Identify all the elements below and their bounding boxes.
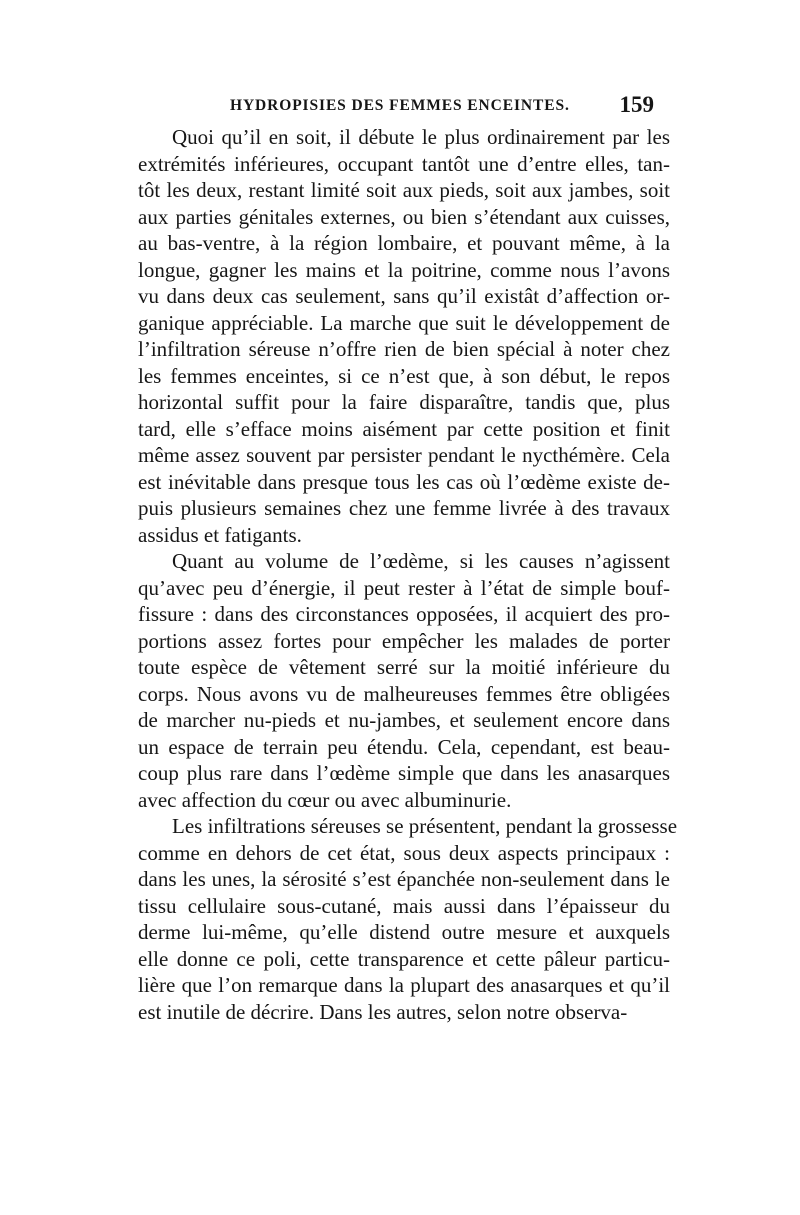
text-line: Les infiltrations séreuses se présentent, pendant la grossesse	[172, 814, 678, 838]
paragraph	[138, 813, 678, 1025]
text-line: horizontal suffit pour la faire disparaître, tandis que, plus	[138, 390, 670, 414]
text-line: longue, gagner les mains et la poitrine, comme nous l’avons	[138, 257, 670, 282]
text-line: Quant au volume de l’œdème, si les causes n’agissent	[172, 549, 670, 573]
text-line: corps. Nous avons vu de malheureuses femmes être obligées	[138, 681, 670, 706]
text-line: toute espèce de vêtement serré sur la moitié inférieure du	[138, 655, 670, 679]
text-line: tard, elle s’efface moins aisément par cette position et finit	[138, 416, 670, 441]
text-line: ganique appréciable. La marche que suit le développement de	[138, 310, 670, 335]
text-line: puis plusieurs semaines chez une femme livrée à des travaux	[138, 496, 670, 520]
paragraph	[138, 124, 670, 548]
text-line: un espace de terrain peu étendu. Cela, cependant, est beau-	[138, 734, 670, 759]
running-title: HYDROPISIES DES FEMMES ENCEINTES.	[230, 97, 570, 114]
text-line: vu dans deux cas seulement, sans qu’il existât d’affection or-	[138, 284, 670, 308]
text-line: est inutile de décrire. Dans les autres, selon notre observa-	[138, 999, 628, 1024]
text-line: est inévitable dans presque tous les cas où l’œdème existe de-	[138, 469, 670, 494]
text-line: les femmes enceintes, si ce n’est que, à son début, le repos	[138, 363, 670, 388]
text-line: assidus et fatigants.	[138, 522, 302, 547]
text-line: fissure : dans des circonstances opposées, il acquiert des pro-	[138, 602, 670, 626]
text-line: elle donne ce poli, cette transparence et cette pâleur particu-	[138, 946, 670, 971]
text-line: tôt les deux, restant limité soit aux pieds, soit aux jambes, soit	[138, 178, 670, 202]
body-text	[138, 124, 678, 1025]
text-line: portions assez fortes pour empêcher les malades de porter	[138, 628, 670, 653]
text-line: coup plus rare dans l’œdème simple que dans les anasarques	[138, 761, 670, 785]
text-line: l’infiltration séreuse n’offre rien de bien spécial à noter chez	[138, 337, 670, 361]
text-line: lière que l’on remarque dans la plupart des anasarques et qu’il	[138, 973, 670, 997]
text-line: comme en dehors de cet état, sous deux aspects principaux :	[138, 840, 670, 865]
text-line: dans les unes, la sérosité s’est épanchée non-seulement dans le	[138, 867, 670, 891]
text-line: tissu cellulaire sous-cutané, mais aussi dans l’épaisseur du	[138, 893, 670, 918]
text-line: même assez souvent par persister pendant le nycthémère. Cela	[138, 443, 670, 467]
text-line: aux parties génitales externes, ou bien s’étendant aux cuisses,	[138, 204, 670, 229]
text-line: au bas-ventre, à la région lombaire, et pouvant même, à la	[138, 231, 670, 255]
text-line: derme lui-même, qu’elle distend outre mesure et auxquels	[138, 920, 670, 944]
text-line: Quoi qu’il en soit, il débute le plus ordinairement par les	[172, 125, 670, 149]
text-line: extrémités inférieures, occupant tantôt une d’entre elles, tan-	[138, 151, 670, 176]
text-line: qu’avec peu d’énergie, il peut rester à l’état de simple bouf-	[138, 575, 670, 600]
page-number: 159	[619, 92, 654, 117]
text-line: de marcher nu-pieds et nu-jambes, et seulement encore dans	[138, 708, 670, 732]
running-head	[138, 94, 658, 118]
paragraph	[138, 548, 670, 813]
text-line: avec affection du cœur ou avec albuminurie.	[138, 787, 512, 812]
